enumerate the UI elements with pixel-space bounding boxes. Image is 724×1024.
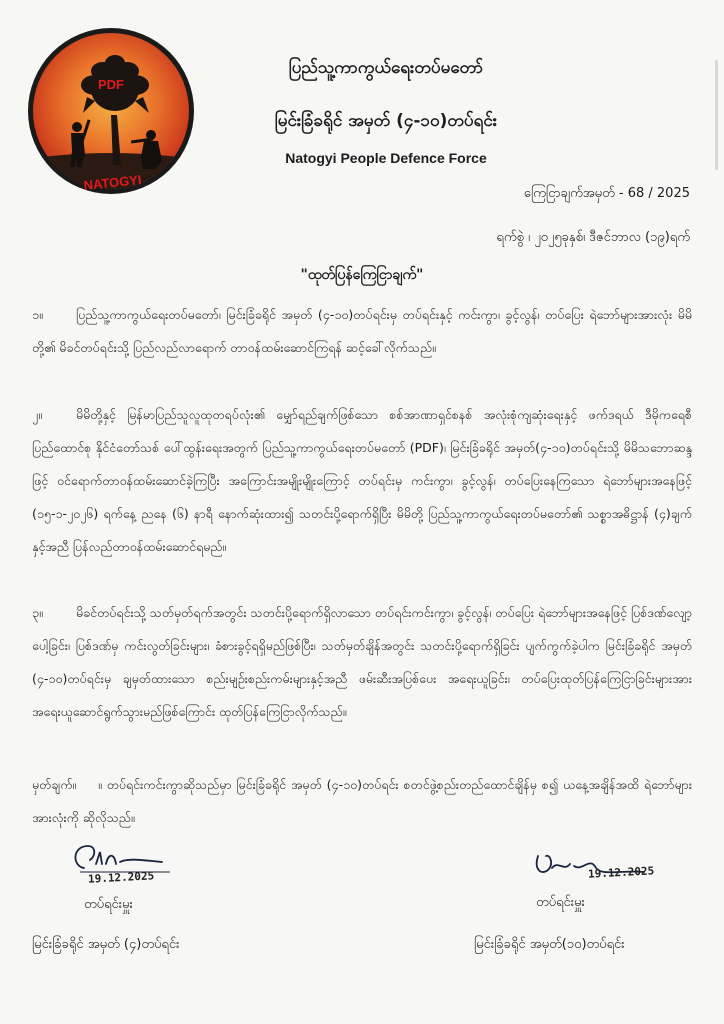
remark-text: ။ တပ်ရင်းကင်းကွာဆိုသည်မှာ မြင်းခြံခရိုင် အမှတ် (၄-၁၀)တပ်ရင်း စတင်ဖွဲ့စည်းတည်ထောင်ချိန်မှ စ၍ ယနေ့အချိန်အထိ ရဲဘော်များအားလုံးကို ဆိုလိုသည်။ xyxy=(32,777,692,825)
pdf-natogyi-logo xyxy=(27,27,195,195)
announcement-number: ကြေငြာချက်အမှတ် - 68 / 2025 xyxy=(523,186,690,201)
logo-pdf-text: PDF xyxy=(98,77,124,92)
document-title: "ထုတ်ပြန်ကြေငြာချက်" xyxy=(300,267,424,283)
remark-label: မှတ်ချက်။ xyxy=(32,777,77,792)
paragraph-number: ၁။ xyxy=(32,307,43,322)
page-edge xyxy=(715,60,718,170)
paragraph-3 xyxy=(32,596,692,728)
left-signatory-unit: မြင်းခြံခရိုင် အမှတ် (၄)တပ်ရင်း xyxy=(32,937,180,952)
logo-natogyi-text: NATOGYI xyxy=(82,172,143,194)
paragraph-1 xyxy=(32,298,692,364)
remark-paragraph xyxy=(32,768,692,834)
org-name: ပြည်သူ့ကာကွယ်ရေးတပ်မတော် xyxy=(288,58,484,78)
paragraph-number: ၃။ xyxy=(32,605,43,620)
paragraph-text: မိမိတို့နှင့် မြန်မာပြည်သူလူထုတရပ်လုံး၏ မျှော်ရည်ချက်ဖြစ်သော စစ်အာဏာရှင်စနစ် အလုံးစုံကျဆုံးရေးနှင့် ဖက်ဒရယ် ဒီမိုကရေစီ ပြည်ထောင်စု နိုင်ငံတော်သစ် ပေါ်ထွန်းရေးအတွက် ပြည်သူ့ကာကွယ်ရေးတပ်မတော် (PDF)၊ မြင်းခြံခရိုင် အမှတ်(၄-၁၀)တပ်ရင်းသို့ မိမိသဘောဆန္ဒဖြင့် ဝင်ရောက်တာဝန်ထမ်းဆောင်ခဲ့ကြပြီး အကြောင်းအမျိုးမျိုးကြောင့် တပ်ရင်းမှ ကင်းကွာ၊ ခွင့်လွန်၊ တပ်ပြေးနေကြသော ရဲဘော်များအနေဖြင့် (၁၅-၁-၂၀၂၆) ရက်နေ့ ညနေ (၆) နာရီ နောက်ဆုံးထား၍ သတင်းပို့ရောက်ရှိပြီး မိမိတို့ ပြည်သူ့ကာကွယ်ရေးတပ်မတော်၏ သစ္စာအဓိဋ္ဌာန် (၄)ချက်နှင့်အညီ ပြန်လည်တာဝန်ထမ်းဆောင်ရမည်။ xyxy=(32,407,692,554)
right-signatory-unit: မြင်းခြံခရိုင် အမှတ်(၁၀)တပ်ရင်း xyxy=(474,937,625,952)
paragraph-2 xyxy=(32,398,692,563)
left-signature-date: 19.12.2025 xyxy=(87,869,155,886)
battalion-name: မြင်းခြံခရိုင် အမှတ် (၄-၁၀)တပ်ရင်း xyxy=(274,111,498,131)
paragraph-text: မိခင်တပ်ရင်းသို့ သတ်မှတ်ရက်အတွင်း သတင်းပို့ရောက်ရှိလာသော တပ်ရင်းကင်းကွာ၊ ခွင့်လွန်၊ တပ်ပြေး ရဲဘော်များအနေဖြင့် ပြစ်ဒဏ်လျော့ပေါ့ခြင်း၊ ပြစ်ဒဏ်မှ ကင်းလွတ်ခြင်းများ၊ ခံစားခွင့်ရရှိမည်ဖြစ်ပြီး၊ သတ်မှတ်ချိန်အတွင်း သတင်းပို့ရောက်ရှိခြင်း ပျက်ကွက်ခဲ့ပါက မြင်းခြံခရိုင် အမှတ် (၄-၁၀)တပ်ရင်းမှ ချမှတ်ထားသော စည်းမျဉ်းစည်းကမ်းများနှင့်အညီ ဖမ်းဆီးအပြစ်ပေး အရေးယူခြင်း၊ တပ်ပြေးထုတ်ပြန်ကြေငြာခြင်းများအား အရေးယူဆောင်ရွက်သွားမည်ဖြစ်ကြောင်း ထုတ်ပြန်ကြေငြာလိုက်သည်။ xyxy=(32,605,692,719)
paragraph-text: ပြည်သူ့ကာကွယ်ရေးတပ်မတော်၊ မြင်းခြံခရိုင် အမှတ် (၄-၁၀)တပ်ရင်းမှ တပ်ရင်းနှင့် ကင်းကွာ၊ ခွင့်လွန်၊ တပ်ပြေး ရဲဘော်များအားလုံး မိမိတို့၏ မိခင်တပ်ရင်းသို့ ပြည်လည်လာရောက် တာဝန်ထမ်းဆောင်ကြရန် ဆင့်ခေါ်လိုက်သည်။ xyxy=(32,307,692,355)
right-signatory-role: တပ်ရင်းမှူး xyxy=(536,895,585,910)
left-signatory-role: တပ်ရင်းမှူး xyxy=(84,897,133,912)
english-org-name: Natogyi People Defence Force xyxy=(285,150,487,166)
announcement-date: ရက်စွဲ ၊ ၂၀၂၅ခုနှစ်၊ ဒီဇင်ဘာလ (၁၉)ရက် xyxy=(496,230,690,245)
right-signature-date: 19.12.2025 xyxy=(587,864,655,881)
paragraph-number: ၂။ xyxy=(32,407,42,422)
